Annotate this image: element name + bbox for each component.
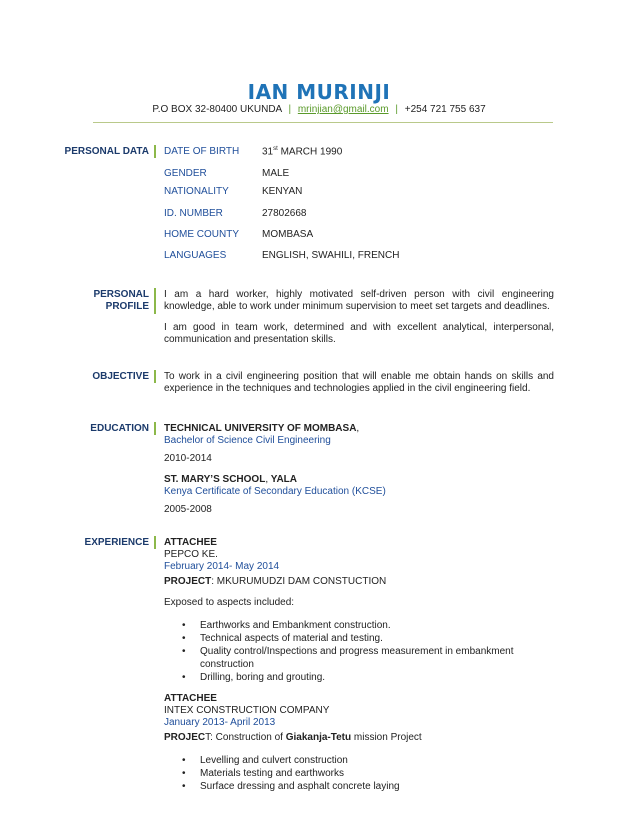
header-divider — [93, 122, 553, 123]
pd-label: NATIONALITY — [164, 186, 229, 197]
section-bar — [154, 370, 156, 383]
section-personal-data: PERSONAL DATA — [64, 146, 149, 157]
school-2-years: 2005-2008 — [164, 504, 212, 515]
candidate-name: IAN MURINJI — [247, 80, 391, 104]
pd-value: ENGLISH, SWAHILI, FRENCH — [262, 250, 400, 261]
profile-text — [164, 289, 554, 346]
bullet-item: • Earthworks and Embankment construction. — [164, 619, 554, 632]
bullet-item: • Technical aspects of material and testing. — [164, 632, 554, 645]
school-1-years: 2010-2014 — [164, 453, 212, 464]
job-2-dates: January 2013- April 2013 — [164, 717, 276, 728]
job-1-bullets — [164, 619, 554, 684]
pd-value: KENYAN — [262, 186, 303, 197]
phone: +254 721 755 637 — [404, 104, 486, 115]
job-1-project: PROJECT: MKURUMUDZI DAM CONSTUCTION — [164, 576, 387, 587]
section-experience: EXPERIENCE — [84, 537, 149, 548]
pd-label: ID. NUMBER — [164, 208, 223, 219]
job-2-title: ATTACHEE — [164, 693, 217, 704]
section-personal-profile: PERSONAL PROFILE — [93, 289, 149, 312]
section-education: EDUCATION — [90, 423, 149, 434]
job-2-project: PROJECT: Construction of Giakanja-Tetu mission Project — [164, 732, 422, 743]
pd-label: DATE OF BIRTH — [164, 146, 240, 157]
bullet-item: • Levelling and culvert construction — [164, 754, 554, 767]
email-link[interactable]: mrinjian@gmail.com — [297, 104, 389, 115]
school-2-degree: Kenya Certificate of Secondary Education (KCSE) — [164, 486, 386, 497]
bullet-item: • Materials testing and earthworks — [164, 767, 554, 780]
bullet-item: • Quality control/Inspections and progress measurement in embankment construction — [164, 645, 554, 671]
section-bar — [154, 145, 156, 158]
experience-list — [164, 537, 554, 793]
section-bar — [154, 536, 156, 549]
pd-label: HOME COUNTY — [164, 229, 239, 240]
pd-value: 31st MARCH 1990 — [262, 146, 343, 158]
section-bar — [154, 422, 156, 435]
profile-paragraph: I am a hard worker, highly motivated self-driven person with civil engineering knowledge, able to work under minimum supervision to meet set targets and deadlines. — [164, 289, 554, 312]
school-1-degree: Bachelor of Science Civil Engineering — [164, 435, 331, 446]
separator: | — [395, 104, 398, 115]
job-2-company: INTEX CONSTRUCTION COMPANY — [164, 705, 330, 716]
address: P.O BOX 32-80400 UKUNDA — [152, 104, 282, 115]
pd-label: GENDER — [164, 168, 207, 179]
section-objective: OBJECTIVE — [92, 371, 149, 382]
education-list — [164, 423, 554, 516]
objective-text: To work in a civil engineering position that will enable me obtain hands on skills and experience in the techniques and technologies applied in the civil engineering field. — [164, 371, 554, 394]
job-1-company: PEPCO KE. — [164, 549, 218, 560]
bullet-item: • Surface dressing and asphalt concrete laying — [164, 780, 554, 793]
bullet-item: • Drilling, boring and grouting. — [164, 671, 554, 684]
job-1-title: ATTACHEE — [164, 537, 217, 548]
pd-label: LANGUAGES — [164, 250, 227, 261]
pd-value: 27802668 — [262, 208, 307, 219]
separator: | — [288, 104, 292, 115]
school-2-name: ST. MARY’S SCHOOL, YALA — [164, 474, 297, 485]
profile-paragraph: I am good in team work, determined and with excellent analytical, interpersonal, communication and presentation skills. — [164, 322, 554, 345]
school-1-name: TECHNICAL UNIVERSITY OF MOMBASA, — [164, 423, 360, 434]
job-1-intro: Exposed to aspects included: — [164, 597, 295, 608]
job-2-bullets — [164, 754, 554, 793]
pd-value: MALE — [262, 168, 290, 179]
pd-value: MOMBASA — [262, 229, 314, 240]
section-bar — [154, 288, 156, 314]
job-1-dates: February 2014- May 2014 — [164, 561, 280, 572]
contact-line — [0, 104, 638, 115]
